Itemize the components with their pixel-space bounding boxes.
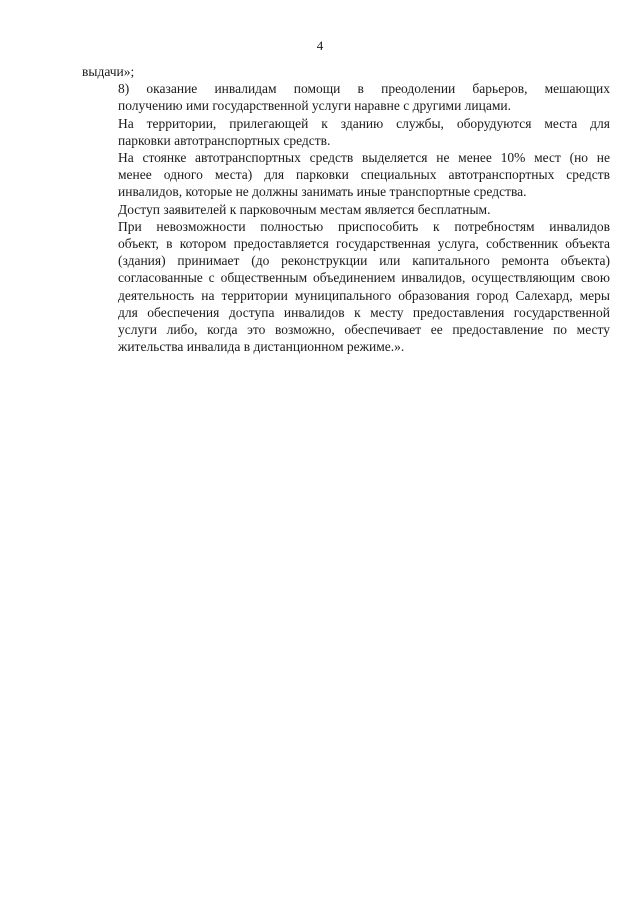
paragraph	[82, 63, 610, 80]
text-line: 8) оказание инвалидам помощи в преодолении барьеров, мешающих	[118, 81, 610, 97]
document-body	[82, 63, 610, 355]
text-line: жительства инвалида в дистанционном режиме.».	[118, 339, 405, 355]
paragraph	[82, 149, 610, 201]
paragraph	[82, 201, 610, 218]
text-line: объект, в котором предоставляется государственная услуга, собственник объекта	[118, 236, 610, 252]
text-line: парковки автотранспортных средств.	[118, 132, 331, 148]
page-number: 4	[316, 38, 324, 53]
paragraph	[82, 115, 610, 149]
text-line: (здания) принимает (до реконструкции или капитального ремонта объекта)	[118, 253, 610, 269]
text-line: выдачи»;	[82, 64, 135, 79]
text-line: Доступ заявителей к парковочным местам является бесплатным.	[118, 201, 491, 217]
text-line: согласованные с общественным объединением инвалидов, осуществляющим свою	[118, 270, 610, 286]
text-line: получению ими государственной услуги наравне с другими лицами.	[118, 98, 512, 114]
paragraph	[82, 80, 610, 114]
text-line: услуги либо, когда это возможно, обеспечивает ее предоставление по месту	[118, 322, 610, 338]
text-line: инвалидов, которые не должны занимать иные транспортные средства.	[118, 184, 527, 200]
text-line: для обеспечения доступа инвалидов к месту предоставления государственной	[118, 304, 610, 320]
text-line: На территории, прилегающей к зданию службы, оборудуются места для	[118, 115, 610, 131]
text-line: При невозможности полностью приспособить к потребностям инвалидов	[118, 218, 610, 234]
text-line: деятельность на территории муниципального образования город Салехард, меры	[118, 287, 610, 303]
text-line: На стоянке автотранспортных средств выделяется не менее 10% мест (но не	[118, 150, 610, 166]
text-line: менее одного места) для парковки специальных автотранспортных средств	[118, 167, 610, 183]
paragraph	[82, 218, 610, 356]
